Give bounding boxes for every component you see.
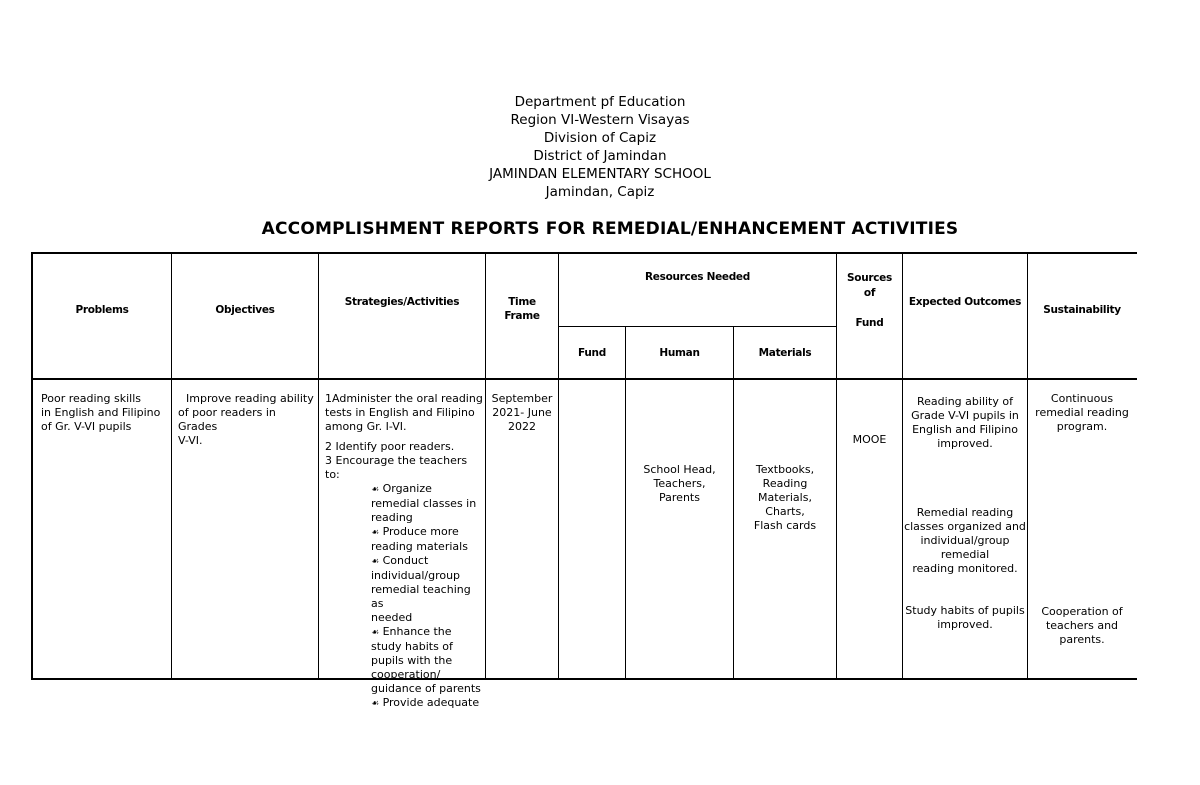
strategy-3: 3 Encourage the teachers to: (325, 454, 468, 481)
cell-text-line: teachers and (1045, 619, 1119, 632)
cell-outcome-3 (903, 604, 1027, 632)
cell-text-line: September (491, 392, 553, 405)
header-resources-needed: Resources Needed (645, 271, 750, 283)
report-title: ACCOMPLISHMENT REPORTS FOR REMEDIAL/ENHANCEMENT ACTIVITIES (261, 219, 959, 239)
header-sources-line1: Sources (847, 272, 892, 284)
cell-text-line: English and Filipino (912, 423, 1018, 436)
cell-text-line: Poor reading skills (41, 392, 141, 405)
cell-time-frame (486, 392, 558, 434)
cell-text-line: Remedial reading (916, 506, 1014, 519)
header-sources-of-fund (837, 271, 902, 331)
cell-text-line: parents. (1059, 633, 1105, 646)
cell-sustainability-1 (1028, 392, 1136, 434)
cell-text-line: improved. (937, 618, 993, 631)
sub-text: Enhance the (382, 625, 452, 638)
document-header (0, 93, 1200, 201)
cell-text-line: V-VI. (178, 434, 203, 447)
cell-problems (41, 392, 169, 434)
sub-item-conduct (325, 554, 485, 569)
cell-materials (734, 463, 836, 533)
cell-text-line: of poor readers in Grades (178, 406, 276, 433)
cell-text-line: Reading ability of (917, 395, 1013, 408)
cell-outcome-2 (903, 506, 1027, 576)
cell-text-line: Textbooks, (755, 463, 815, 476)
sub-text: remedial classes in (371, 497, 477, 510)
cell-text-line: improved. (937, 437, 993, 450)
cell-text-line: in English and Filipino (41, 406, 161, 419)
header-location: Jamindan, Capiz (545, 184, 655, 200)
cell-strategies (325, 392, 485, 711)
bullet-icon: ☙ (371, 528, 380, 538)
cell-text-line: reading monitored. (912, 562, 1018, 575)
sub-text: reading (371, 511, 413, 524)
sub-text: Produce more (382, 525, 459, 538)
sub-text: cooperation/ (371, 668, 441, 681)
cell-text-line: Grade V-VI pupils in (911, 409, 1019, 422)
bullet-icon: ☙ (371, 699, 380, 709)
header-time-frame-line1: Time (508, 296, 536, 308)
sub-text: pupils with the (371, 654, 453, 667)
cell-text-line: 2021- June (492, 406, 552, 419)
cell-text-line: individual/group (920, 534, 1010, 547)
cell-text-line: classes organized and (904, 520, 1026, 533)
header-sustainability: Sustainability (1043, 304, 1121, 316)
header-objectives: Objectives (215, 304, 275, 316)
strategy-1-line: 1Administer the oral reading (325, 392, 483, 405)
bullet-icon: ☙ (371, 628, 380, 638)
bullet-icon: ☙ (371, 485, 380, 495)
sub-text: guidance of parents (371, 682, 481, 695)
header-sources-line3: Fund (855, 317, 884, 329)
cell-text-line: Charts, (765, 505, 805, 518)
cell-text-line: Teachers, (653, 477, 706, 490)
sub-text: Provide adequate (382, 696, 480, 709)
strategy-1-line: tests in English and Filipino (325, 406, 475, 419)
bullet-icon: ☙ (371, 557, 380, 567)
header-expected-outcomes: Expected Outcomes (908, 296, 1022, 308)
header-materials: Materials (758, 347, 812, 359)
cell-outcome-1 (903, 395, 1027, 451)
cell-sources: MOOE (852, 433, 887, 446)
cell-objectives (178, 392, 316, 448)
sub-item-produce (325, 525, 485, 540)
sub-text: study habits of (371, 640, 453, 653)
header-strategies: Strategies/Activities (344, 296, 460, 308)
sub-text: Conduct (382, 554, 429, 567)
header-department: Department pf Education (514, 94, 686, 110)
header-sources-line2: of (863, 287, 876, 299)
header-problems: Problems (75, 304, 129, 316)
header-time-frame-line2: Frame (504, 310, 540, 322)
header-division: Division of Capiz (543, 130, 657, 146)
header-time-frame (486, 295, 558, 323)
header-human: Human (659, 347, 700, 359)
cell-sustainability-2 (1028, 605, 1136, 647)
sub-text: remedial teaching as (371, 583, 471, 610)
sub-text: reading materials (371, 540, 468, 553)
cell-text-line: Cooperation of (1041, 605, 1123, 618)
sub-text: Organize (382, 482, 432, 495)
strategy-2: 2 Identify poor readers. (325, 440, 455, 453)
cell-human (626, 463, 733, 505)
cell-text-line: Materials, (758, 491, 812, 504)
cell-text-line: Study habits of pupils (905, 604, 1025, 617)
cell-text-line: of Gr. V-VI pupils (41, 420, 132, 433)
cell-text-line: Parents (659, 491, 700, 504)
header-district: District of Jamindan (533, 148, 667, 164)
cell-text-line: remedial reading (1035, 406, 1129, 419)
cell-text-line: Continuous (1050, 392, 1114, 405)
cell-text-line: School Head, (643, 463, 716, 476)
cell-text-line: 2022 (508, 420, 536, 433)
sub-item-provide (325, 696, 485, 711)
cell-text-line: program. (1056, 420, 1108, 433)
header-fund: Fund (578, 347, 606, 359)
header-region: Region VI-Western Visayas (510, 112, 690, 128)
header-school: JAMINDAN ELEMENTARY SCHOOL (489, 166, 711, 182)
sub-item-enhance (325, 625, 485, 640)
sub-item-organize (325, 482, 485, 497)
sub-text: needed (371, 611, 413, 624)
cell-text-line: remedial (940, 548, 990, 561)
strategy-1-line: among Gr. I-VI. (325, 420, 407, 433)
cell-text-line: Improve reading ability (186, 392, 314, 405)
cell-text-line: Reading (762, 477, 808, 490)
cell-text-line: Flash cards (753, 519, 817, 532)
sub-text: individual/group (371, 569, 461, 582)
